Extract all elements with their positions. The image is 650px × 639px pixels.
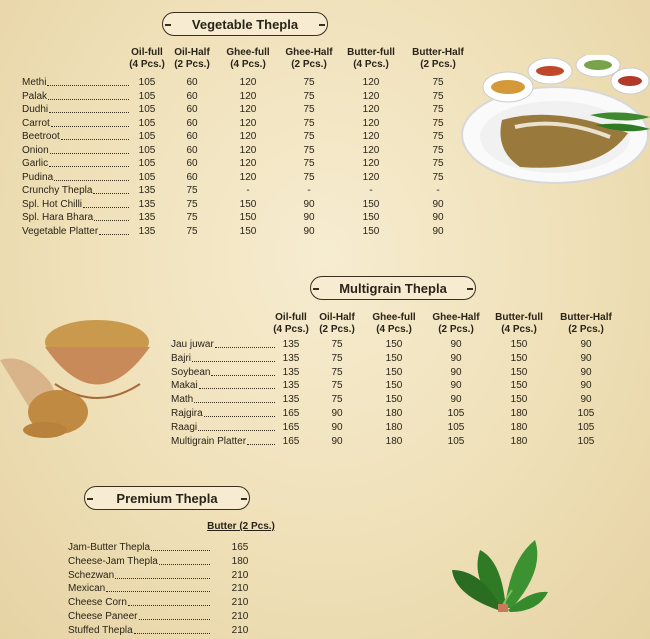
price-cell: 150 [510,366,528,378]
price-cell: 150 [385,394,403,406]
price-cell: 210 [231,569,249,581]
item-name: Schezwan [68,569,115,581]
price-cell: 90 [331,435,343,447]
price-cell: 150 [385,339,403,350]
price-cell: 75 [432,131,444,142]
price-cell: 75 [331,394,343,406]
dot-leader [194,402,275,403]
column-header-line2: (2 Pcs.) [174,59,210,70]
item-name: Jau juwar [171,339,214,350]
table-row [22,198,462,212]
price-cell: - [246,185,250,196]
vegetable-price-table [22,76,462,238]
price-cell: 135 [282,339,300,350]
price-cell: 105 [138,158,156,169]
column-header-line1: Ghee-Half [432,312,480,323]
price-cell: 75 [186,212,198,223]
price-cell: 135 [282,352,300,364]
table-row [171,338,611,352]
price-cell: 75 [432,77,444,88]
table-row [171,379,611,393]
price-cell: 150 [362,225,380,237]
column-header [421,312,491,336]
price-cell: 90 [303,225,315,237]
dot-leader [83,207,129,208]
price-cell: 135 [138,185,156,196]
column-header-line2: (4 Pcs.) [376,324,412,335]
price-cell: 150 [362,212,380,223]
price-cell: 90 [450,394,462,406]
price-cell: 120 [239,158,257,169]
column-header-line2: (2 Pcs.) [319,324,355,335]
price-cell: 75 [432,117,444,129]
price-cell: 90 [303,212,315,223]
price-cell: 75 [303,131,315,142]
table-row [171,352,611,366]
price-cell: 90 [580,394,592,406]
price-cell: 150 [239,225,257,237]
grain-bowl-image [0,312,150,442]
price-cell: 105 [138,104,156,115]
table-row [171,366,611,380]
item-name: Beetroot [22,131,60,142]
price-cell: 180 [385,435,403,447]
premium-thepla-heading [84,486,250,510]
table-row [22,225,462,239]
item-name: Carrot [22,117,50,129]
item-name: Crunchy Thepla [22,185,93,196]
column-header-line2: (4 Pcs.) [273,324,309,335]
table-row [171,421,611,435]
column-header [274,47,344,71]
item-name: Stuffed Thepla [68,624,133,636]
item-name: Methi [22,77,47,88]
item-name: Rajgira [171,407,203,419]
price-cell: 75 [432,90,444,102]
item-name: Multigrain Platter [171,435,247,447]
price-cell: 120 [239,171,257,183]
price-cell: 180 [231,555,249,567]
column-header-line1: Oil-Half [319,312,355,323]
dot-leader [94,220,129,221]
premium-column-header: Butter (2 Pcs.) [207,521,275,532]
price-cell: 135 [282,366,300,378]
table-row [171,407,611,421]
price-cell: 150 [385,380,403,392]
price-cell: 75 [331,380,343,392]
price-cell: 180 [510,421,528,433]
price-cell: 75 [303,158,315,169]
column-header-line2: (2 Pcs.) [291,59,327,70]
table-row [171,435,611,449]
column-header-line2: (2 Pcs.) [420,59,456,70]
dot-leader [192,361,275,362]
price-cell: 165 [282,435,300,447]
price-cell: 150 [385,366,403,378]
list-item [68,624,268,638]
price-cell: 135 [282,380,300,392]
price-cell: 165 [282,421,300,433]
price-cell: 90 [450,352,462,364]
price-cell: 75 [186,225,198,237]
price-cell: 150 [510,380,528,392]
price-cell: 135 [138,225,156,237]
price-cell: 75 [331,352,343,364]
item-name: Palak [22,90,48,102]
price-cell: 90 [432,225,444,237]
price-cell: 180 [385,421,403,433]
price-cell: 150 [510,394,528,406]
price-cell: 75 [303,104,315,115]
price-cell: 120 [239,144,257,156]
price-cell: 150 [510,339,528,350]
price-cell: 120 [362,117,380,129]
price-cell: 90 [331,407,343,419]
item-name: Cheese Paneer [68,610,138,622]
item-name: Spl. Hot Chilli [22,198,83,210]
price-cell: 75 [303,90,315,102]
spinach-image [450,530,550,620]
multigrain-thepla-heading [310,276,476,300]
dot-leader [54,180,129,181]
price-cell: 75 [331,366,343,378]
price-cell: 90 [580,352,592,364]
price-cell: 210 [231,597,249,609]
table-row [22,184,462,198]
price-cell: 90 [432,198,444,210]
price-cell: 105 [138,77,156,88]
price-cell: 135 [138,198,156,210]
dot-leader [99,234,129,235]
column-header-line1: Butter-Half [412,47,464,58]
price-cell: 105 [447,435,465,447]
price-cell: 150 [510,352,528,364]
table-row [22,157,462,171]
price-cell: - [307,185,311,196]
dot-leader [151,550,210,551]
column-header-line1: Oil-Half [174,47,210,58]
price-cell: 120 [362,144,380,156]
dot-leader [198,430,275,431]
multigrain-price-table [171,338,611,448]
vegetable-thepla-heading [162,12,328,36]
price-cell: 150 [239,212,257,223]
column-header [213,47,283,71]
item-name: Raagi [171,421,198,433]
price-cell: 120 [239,104,257,115]
price-cell: 150 [362,198,380,210]
price-cell: 90 [580,339,592,350]
table-row [171,393,611,407]
column-header-line2: (2 Pcs.) [438,324,474,335]
price-cell: 120 [239,90,257,102]
item-name: Vegetable Platter [22,225,99,237]
price-cell: 180 [385,407,403,419]
item-name: Onion [22,144,49,156]
item-name: Spl. Hara Bhara [22,212,94,223]
price-cell: 75 [303,144,315,156]
price-cell: 105 [577,421,595,433]
price-cell: 105 [138,131,156,142]
price-cell: 105 [138,171,156,183]
thepla-plate-image [460,55,650,185]
item-name: Bajri [171,352,192,364]
dot-leader [215,347,275,348]
item-name: Cheese Corn [68,597,127,609]
item-name: Dudhi [22,104,49,115]
table-row [22,90,462,104]
column-header-line1: Ghee-full [226,47,270,58]
price-cell: 120 [362,171,380,183]
price-cell: 180 [510,435,528,447]
vegetable-thepla-title: Vegetable Thepla [191,16,299,32]
price-cell: 90 [450,366,462,378]
column-header [551,312,621,336]
price-cell: 105 [447,407,465,419]
price-cell: 75 [303,77,315,88]
column-header-line2: (2 Pcs.) [568,324,604,335]
price-cell: 60 [186,158,198,169]
column-header-line1: Butter-full [495,312,543,323]
dot-leader [51,126,129,127]
list-item [68,555,268,569]
dot-leader [50,153,129,154]
price-cell: 75 [432,104,444,115]
item-name: Pudina [22,171,54,183]
dot-leader [93,193,129,194]
price-cell: 150 [385,352,403,364]
dot-leader [115,578,210,579]
price-cell: - [369,185,373,196]
dot-leader [47,85,129,86]
column-header-line1: Butter-Half [560,312,612,323]
price-cell: 165 [231,542,249,553]
dot-leader [134,633,210,634]
price-cell: 75 [432,144,444,156]
dot-leader [204,416,275,417]
price-cell: 105 [138,90,156,102]
price-cell: 105 [138,117,156,129]
price-cell: 75 [186,198,198,210]
multigrain-thepla-title: Multigrain Thepla [339,280,447,296]
price-cell: 75 [331,339,343,350]
item-name: Mexican [68,583,106,595]
dot-leader [199,388,275,389]
price-cell: 60 [186,144,198,156]
price-cell: 120 [362,104,380,115]
column-header-line1: Butter-full [347,47,395,58]
item-name: Makai [171,380,198,392]
price-cell: 75 [303,171,315,183]
column-header-line2: (4 Pcs.) [129,59,165,70]
dot-leader [128,605,210,606]
item-name: Soybean [171,366,211,378]
price-cell: 105 [577,435,595,447]
price-cell: 60 [186,117,198,129]
dot-leader [106,591,210,592]
price-cell: 90 [450,380,462,392]
list-item [68,569,268,583]
price-cell: 120 [239,77,257,88]
dot-leader [159,564,210,565]
price-cell: 60 [186,171,198,183]
price-cell: 60 [186,104,198,115]
dot-leader [48,99,129,100]
item-name: Math [171,394,194,406]
list-item [68,610,268,624]
price-cell: 135 [138,212,156,223]
price-cell: 120 [362,77,380,88]
price-cell: 60 [186,77,198,88]
price-cell: 210 [231,583,249,595]
list-item [68,582,268,596]
dot-leader [139,619,211,620]
column-header [484,312,554,336]
premium-price-table [68,541,268,638]
price-cell: 120 [362,158,380,169]
dot-leader [49,166,129,167]
price-cell: 120 [239,117,257,129]
price-cell: 165 [282,407,300,419]
price-cell: 180 [510,407,528,419]
table-row [22,76,462,90]
table-row [22,103,462,117]
price-cell: 90 [303,198,315,210]
column-header-line1: Ghee-full [372,312,416,323]
price-cell: 90 [450,339,462,350]
price-cell: 75 [432,158,444,169]
price-cell: 120 [362,131,380,142]
column-header-line1: Ghee-Half [285,47,333,58]
price-cell: 105 [138,144,156,156]
price-cell: 105 [447,421,465,433]
dot-leader [61,139,129,140]
price-cell: 120 [362,90,380,102]
column-header-line2: (4 Pcs.) [353,59,389,70]
column-header [336,47,406,71]
price-cell: 120 [239,131,257,142]
price-cell: 90 [580,366,592,378]
table-row [22,130,462,144]
table-row [22,117,462,131]
column-header-line1: Oil-full [131,47,163,58]
price-cell: - [436,185,440,196]
price-cell: 210 [231,610,249,622]
price-cell: 210 [231,624,249,636]
premium-thepla-title: Premium Thepla [116,490,218,506]
table-row [22,144,462,158]
item-name: Cheese-Jam Thepla [68,555,158,567]
column-header-line2: (4 Pcs.) [230,59,266,70]
item-name: Garlic [22,158,49,169]
table-row [22,211,462,225]
column-header-line2: (4 Pcs.) [501,324,537,335]
price-cell: 75 [303,117,315,129]
dot-leader [211,375,275,376]
dot-leader [49,112,129,113]
column-header-line1: Oil-full [275,312,307,323]
price-cell: 90 [580,380,592,392]
price-cell: 90 [331,421,343,433]
price-cell: 75 [186,185,198,196]
item-name: Jam-Butter Thepla [68,542,151,553]
list-item [68,596,268,610]
price-cell: 75 [432,171,444,183]
price-cell: 150 [239,198,257,210]
list-item [68,541,268,555]
price-cell: 90 [432,212,444,223]
price-cell: 135 [282,394,300,406]
column-header [359,312,429,336]
price-cell: 60 [186,131,198,142]
price-cell: 60 [186,90,198,102]
table-row [22,171,462,185]
price-cell: 105 [577,407,595,419]
